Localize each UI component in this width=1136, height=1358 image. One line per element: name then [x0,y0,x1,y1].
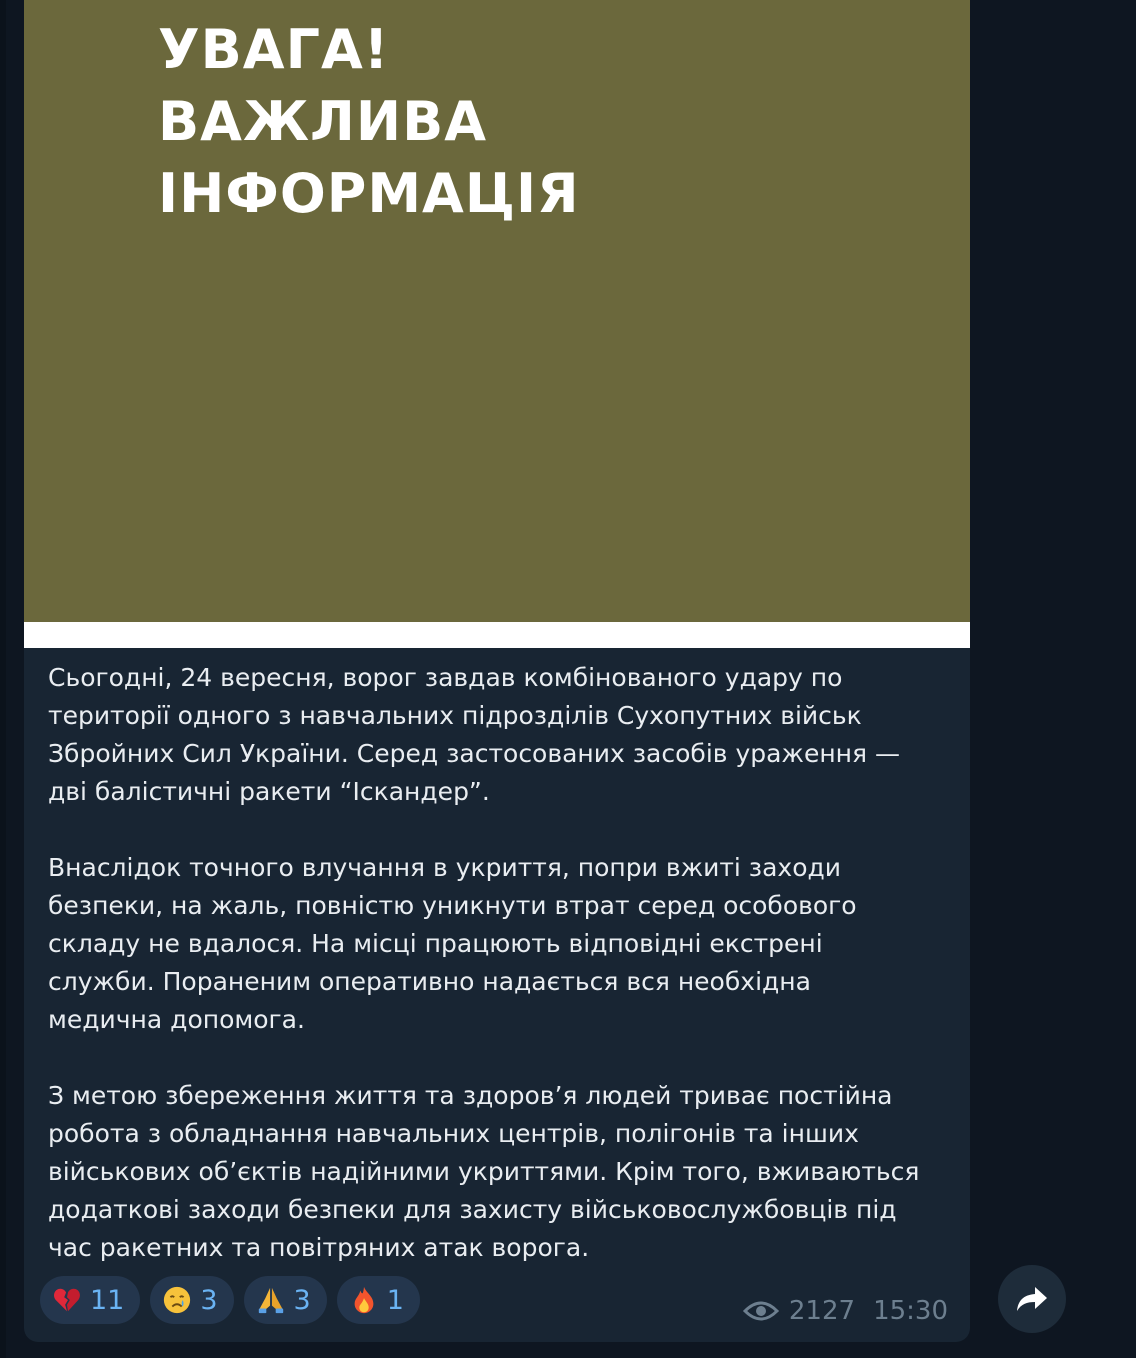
crying-face-icon [162,1285,192,1315]
text-line: дві балістичні ракети “Іскандер”. [48,777,490,806]
post-text [48,659,948,1267]
text-line: З метою збереження життя та здоров’я людей триває постійна [48,1081,893,1110]
headline-line-2: ВАЖЛИВА [158,90,488,153]
text-line: робота з обладнання навчальних центрів, полігонів та інших [48,1119,859,1148]
post-paragraph-2 [48,849,948,1039]
text-line: безпеки, на жаль, повністю уникнути втрат серед особового [48,891,857,920]
text-line: Збройних Сил України. Серед застосованих засобів ураження — [48,739,901,768]
text-line: медична допомога. [48,1005,305,1034]
headline-line-1: УВАГА! [158,18,390,81]
reaction-fire[interactable] [337,1276,420,1324]
text-line: Сьогодні, 24 вересня, ворог завдав комбінованого удару по [48,663,843,692]
text-line: служби. Пораненим оперативно надається вся необхідна [48,967,811,996]
text-line: Внаслідок точного влучання в укриття, попри вжиті заходи [48,853,842,882]
image-headline [158,14,858,230]
reactions-bar [40,1276,420,1324]
reaction-count: 11 [90,1284,125,1316]
views-count: 2127 [788,1296,856,1326]
eye-icon [743,1299,779,1323]
text-line: додаткові заходи безпеки для захисту військовослужбовців під [48,1195,897,1224]
share-arrow-icon [1015,1285,1049,1313]
text-line: території одного з навчальних підрозділів Сухопутних військ [48,701,862,730]
post-image[interactable] [24,0,970,622]
reaction-count: 3 [293,1284,311,1316]
text-line: складу не вдалося. На місці працюють відповідні екстрені [48,929,823,958]
post-paragraph-1 [48,659,948,811]
chat-left-edge [0,0,6,1358]
image-bottom-strip [24,622,970,648]
post-time: 15:30 [873,1296,948,1326]
reaction-count: 1 [386,1284,404,1316]
broken-heart-icon [52,1285,82,1315]
post-meta [743,1296,948,1326]
headline-line-3: ІНФОРМАЦІЯ [158,162,580,225]
reaction-count: 3 [200,1284,218,1316]
channel-post[interactable] [24,0,970,1342]
reaction-folded-hands[interactable] [244,1276,327,1324]
post-paragraph-3 [48,1077,948,1267]
reaction-crying-face[interactable] [150,1276,233,1324]
text-line: військових об’єктів надійними укриттями. Крім того, вживаються [48,1157,920,1186]
reaction-broken-heart[interactable] [40,1276,140,1324]
fire-icon [349,1285,379,1315]
folded-hands-icon [256,1285,286,1315]
forward-button[interactable] [998,1265,1066,1333]
text-line: час ракетних та повітряних атак ворога. [48,1233,590,1262]
